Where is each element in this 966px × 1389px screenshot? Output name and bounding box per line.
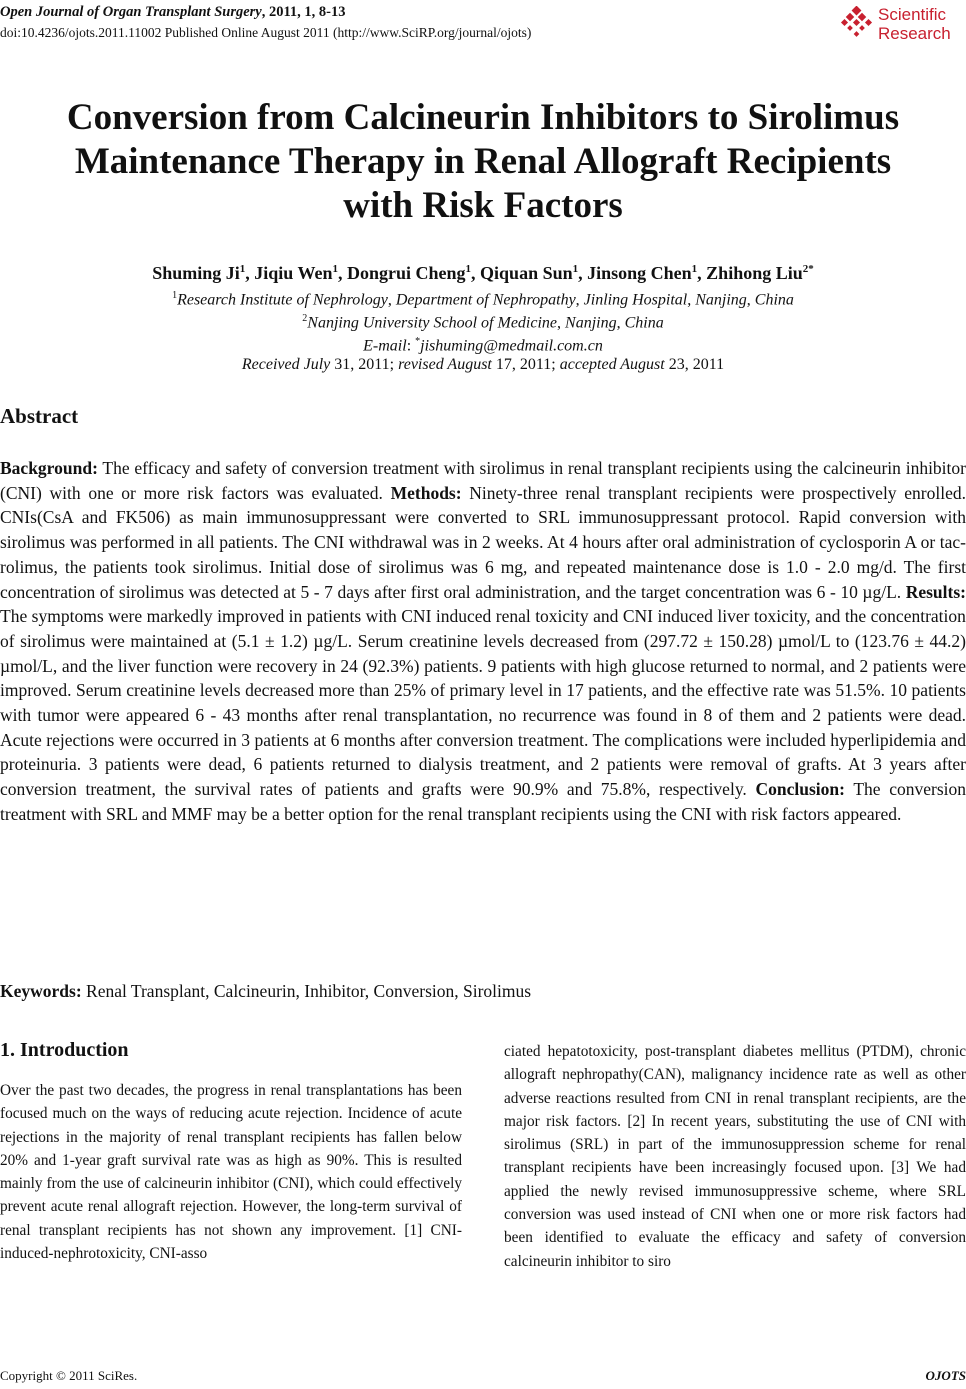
corresponding-email: E-mail: *jishuming@medmail.com.cn <box>363 336 603 355</box>
affiliation-school: Nanjing University School of Medicine <box>307 314 558 332</box>
paper-title <box>20 96 946 228</box>
revised-label: revised August <box>398 356 492 373</box>
author-separator: , <box>578 263 588 283</box>
author-name: Jinsong Chen <box>587 263 692 283</box>
keywords-list: Renal Transplant, Calcineurin, Inhibitor, Conversion, Sirolimus <box>81 981 532 1001</box>
author-separator: , <box>697 263 707 283</box>
author-name: Shuming Ji <box>152 263 240 283</box>
author-affiliation-mark: 2* <box>802 263 814 275</box>
email-label: E-mail <box>363 337 407 355</box>
author-list <box>0 258 966 284</box>
introduction-right-column: ciated hepatotoxicity, post-transplant diabetes mellitus (PTDM), chronic allograft nephropathy(CAN), malignancy incidence rate as well as other adverse reactions resulted from CNI in renal transplant recipients, are the major risk factors. [2] In recent years, substituting the use of CNI with sirolimus (SRL) in part of the immunosuppression scheme for renal transplant recipients have been increasingly focused upon. [3] We had applied the newly revised immunosuppressive scheme, where SRL conversion was used instead of CNI when one or more risk factors had been identified to evaluate the efficacy and safety of conversion calcineurin inhibitor to siro <box>504 1043 966 1270</box>
title-line-1: Conversion from Calcineurin Inhibitors to Sirolimus <box>66 97 900 138</box>
affiliation-institute: Research Institute of Nephrology <box>177 291 388 309</box>
journal-name: Open Journal of Organ Transplant Surgery <box>0 4 262 20</box>
affiliation-country: China <box>754 291 794 309</box>
publisher-logo <box>840 4 966 46</box>
introduction-left-column: Over the past two decades, the progress in renal transplantations has been focused much on the ways of reducing acute rejection. Incidence of acute rejections in the majority of renal transplant recipients has fallen below 20% and 1-year graft survival rate was as high as 90%. This is resulted mainly from the use of calcineurin inhibitor (CNI), which could effectively prevent acute renal allograft rejection. However, the long-term survival of renal transplant recipients has not shown any improvement. [1] CNI-induced-nephrotoxicity, CNI-asso <box>0 1082 462 1263</box>
results-label: Results: <box>905 581 966 602</box>
author-name: Jiqiu Wen <box>254 263 333 283</box>
affiliation-city: Nanjing <box>695 291 747 309</box>
logo-line-2: Research <box>878 24 951 43</box>
received-date: 31, 2011; <box>330 356 399 373</box>
keywords <box>0 979 531 1003</box>
author-affiliation-mark: 1 <box>465 263 472 275</box>
affiliation-2: $^2$Nanjing University School of Medicine, Nanjing, China <box>302 313 664 332</box>
revised-date: 17, 2011; <box>491 356 560 373</box>
methods-text: Ninety-three renal transplant recipients were prospectively enrolled. CNIs(CsA and FK506) as main immunosuppressant were converted to SRL immunosuppressant protocol. Rapid conversion with sirolimus was performed in all patients. The CNI withdrawal was in 2 weeks. At 4 hours after oral administration of cyclosporin A or tacrolimus, the patients took sirolimus. Initial dose of sirolimus was 6 mg, and repeated maintenance dose is 1.0 - 2.0 mg/d. The first concentration of sirolimus was detected at 5 - 7 days after first oral administration, and the target concentration was 6 - 10 µg/L. <box>0 482 966 602</box>
methods-label: Methods: <box>390 482 462 503</box>
publication-dates <box>0 355 966 375</box>
abstract-heading: Abstract <box>0 404 79 428</box>
title-line-2: Maintenance Therapy in Renal Allograft Recipients <box>74 141 892 182</box>
conclusion-label: Conclusion: <box>755 779 845 800</box>
copyright-notice: Copyright © 2011 SciRes. <box>0 1368 138 1383</box>
introduction-heading: 1. Introduction <box>0 1039 129 1061</box>
affiliation-country: China <box>624 314 664 332</box>
title-line-3: with Risk Factors <box>343 185 623 226</box>
logo-text <box>878 5 951 43</box>
page-header <box>0 4 966 48</box>
scirp-diamond-logo-icon <box>840 6 874 40</box>
author-affiliation-mark: 1 <box>572 263 579 275</box>
affiliation-city: Nanjing <box>565 314 617 332</box>
author-name: Zhihong Liu <box>706 263 803 283</box>
logo-line-1: Scientific <box>878 5 947 24</box>
received-label: Received July <box>241 356 331 373</box>
abstract-body <box>0 456 966 827</box>
affiliation-department: Department of Nephropathy <box>395 291 576 309</box>
journal-citation <box>0 4 346 21</box>
author-separator: , <box>338 263 348 283</box>
affiliation-hospital: Jinling Hospital <box>583 291 688 309</box>
journal-abbreviation: OJOTS <box>925 1368 966 1383</box>
background-text: The efficacy and safety of conversion treatment with sirolimus in renal transplant recipients using the calcineurin inhibitor (CNI) with one or more risk factors was evaluated. <box>0 458 966 503</box>
author-name: Qiquan Sun <box>480 263 573 283</box>
page-footer <box>0 1367 966 1385</box>
keywords-label: Keywords: <box>0 981 82 1001</box>
affiliation-1: $^1$Research Institute of Nephrology, Department of Nephropathy, Jinling Hospital, Nanjing, China <box>172 290 794 309</box>
conclusion-text: The conversion treatment with SRL and MMF may be a better option for the renal transplant recipients using the CNI with risk factors appeared. <box>0 779 966 824</box>
accepted-label: accepted August <box>559 356 665 373</box>
accepted-date: 23, 2011 <box>664 356 725 373</box>
author-affiliation-mark: 1 <box>691 263 698 275</box>
doi-line: doi:10.4236/ojots.2011.11002 Published Online August 2011 (http://www.SciRP.org/journal/ojots) <box>0 25 532 40</box>
email-address: jishuming@medmail.com.cn <box>420 337 603 355</box>
journal-volume-pages: , 2011, 1, 8-13 <box>261 4 346 20</box>
author-name: Dongrui Cheng <box>347 263 466 283</box>
author-affiliation-mark: 1 <box>239 263 246 275</box>
affiliation-number: 2 <box>302 313 308 324</box>
affiliation-number: 1 <box>172 290 178 301</box>
author-separator: , <box>245 263 255 283</box>
results-text: The symptoms were markedly improved in patients with CNI induced renal toxicity and CNI induced liver toxicity, and the concentration of sirolimus were maintained at (5.1 ± 1.2) µg/L. Serum creatinine levels decreased from (297.72 ± 150.28) µmol/L to (123.76 ± 44.2) µmol/L, and the liver function were recovery in 24 (92.3%) patients. 9 patients with high glucose returned to normal, and 2 patients were improved. Serum creatinine levels decreased more than 25% of primary level in 17 patients, and the effective rate was 51.5%. 10 patients with tumor were appeared 6 - 43 months after renal transplantation, no recurrence was found in 8 of them and 2 patients were dead. Acute rejections were occurred in 3 patients at 6 months after conversion treatment. The complications were included hyperlipidemia and proteinuria. 3 patients were dead, 6 patients returned to dialysis treatment, and 2 patients were removal of grafts. At 3 years after conversion treatment, the survival rates of patients and grafts were 90.9% and 75.8%, respectively. <box>0 606 966 800</box>
background-label: Background: <box>0 458 98 478</box>
corresponding-mark: * <box>415 336 421 347</box>
author-affiliation-mark: 1 <box>332 263 339 275</box>
author-separator: , <box>471 263 481 283</box>
